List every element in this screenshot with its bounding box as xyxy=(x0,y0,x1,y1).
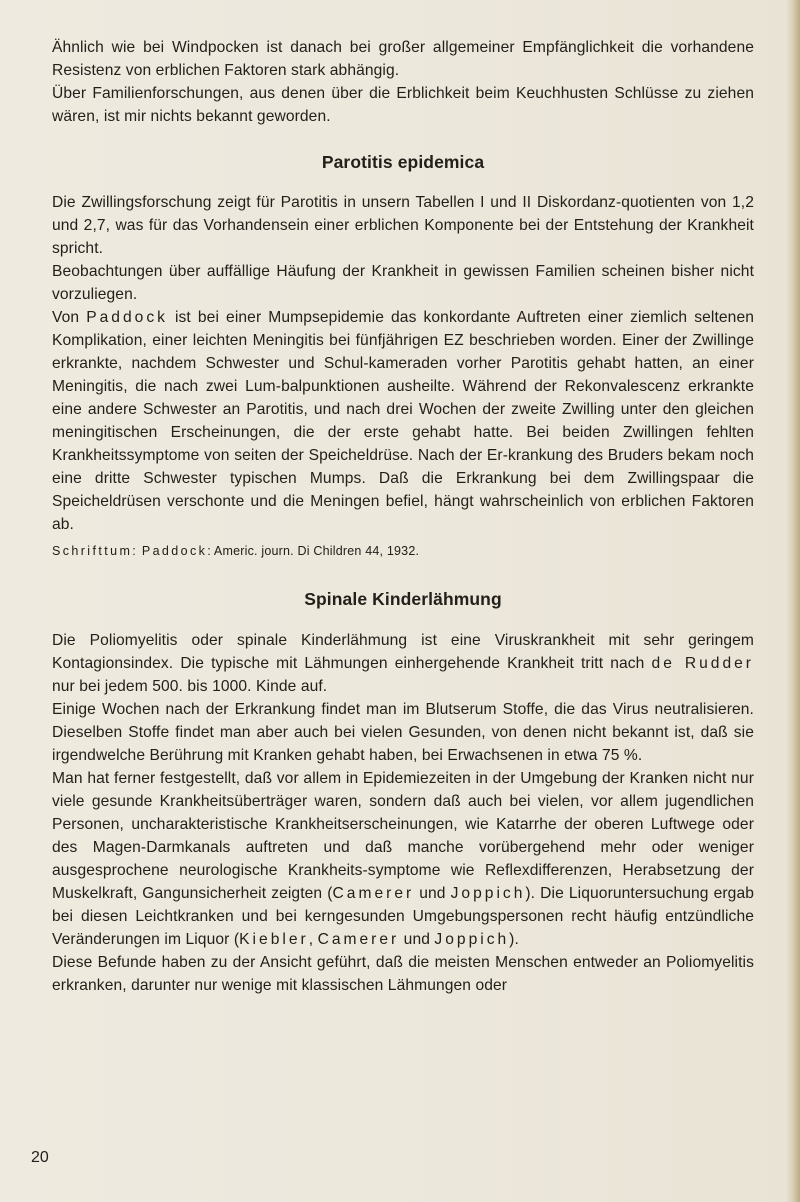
heading-kinderlaehmung: Spinale Kinderlähmung xyxy=(304,589,502,609)
text-fragment: ). xyxy=(509,931,519,948)
author-name: Camerer xyxy=(332,885,415,902)
source-author: Paddock xyxy=(141,544,208,558)
page-edge-shadow xyxy=(786,0,800,1202)
author-name: Kiebler xyxy=(239,931,309,948)
page-number: 20 xyxy=(31,1149,49,1166)
text-fragment: ). Die Liquoruntersuchung ergab bei diesen Leichtkranken und bei kerngesunden Umgebungspersonen recht häufig entzündliche Veränderungen im Liquor ( xyxy=(52,885,754,948)
text-fragment: Die Poliomyelitis oder spinale Kinderlähmung ist eine Viruskrankheit mit sehr geringem Kontagionsindex. Die typische mit Lähmungen einhergehende Krankheit tritt nach xyxy=(52,632,754,672)
polio-paragraph-1 xyxy=(52,629,754,698)
author-name: Camerer xyxy=(317,931,400,948)
polio-paragraph-4: Diese Befunde haben zu der Ansicht geführt, daß die meisten Menschen entweder an Poliomyelitis erkranken, darunter nur wenige mit klassischen Lähmungen oder xyxy=(52,954,754,994)
intro-paragraph-2: Über Familienforschungen, aus denen über die Erblichkeit beim Keuchhusten Schlüsse zu ziehen wären, ist mir nichts bekannt geworden. xyxy=(52,85,754,125)
author-name: Joppich xyxy=(434,931,510,948)
parotitis-paragraph-1: Die Zwillingsforschung zeigt für Parotitis in unsern Tabellen I und II Diskordanz-quotienten von 1,2 und 2,7, was für das Vorhandensein einer erblichen Komponente bei der Entstehung der Krankheit spricht. xyxy=(52,194,754,257)
polio-paragraph-2: Einige Wochen nach der Erkrankung findet man im Blutserum Stoffe, die das Virus neutralisieren. Dieselben Stoffe findet man aber auch bei vielen Gesunden, von denen nicht bekannt ist, daß sie irgendwelche Berührung mit Kranken gehabt haben, bei Erwachsenen in etwa 75 %. xyxy=(52,701,754,764)
text-fragment: ist bei einer Mumpsepidemie das konkordante Auftreten einer ziemlich seltenen Komplikation, einer leichten Meningitis bei fünfjährigen EZ beschrieben worden. Einer der Zwillinge erkrankte, nachdem Schwester und Schul-kameraden vorher Parotitis gehabt hatten, an einer Meningitis, die nach zwei Lum-balpunktionen ausheilte. Während der Rekonvalescenz erkrankte eine andere Schwester an Parotitis, und nach drei Wochen der zweite Zwilling unter den gleichen meningitischen Erscheinungen, die der erste gehabt hatte. Bei beiden Zwillingen fehlten Krankheitssymptome von seiten der Speicheldrüse. Nach der Er-krankung des Bruders bekam noch eine dritte Schwester typischen Mumps. Daß die Erkrankung bei dem Zwillingspaar die Speicheldrüsen verschonte und die Meningen befiel, hängt wahrscheinlich von erblichen Faktoren ab. xyxy=(52,309,754,533)
source-citation xyxy=(52,540,754,563)
author-name: Paddock xyxy=(86,309,168,326)
parotitis-paragraph-3 xyxy=(52,306,754,536)
text-fragment: und xyxy=(414,885,451,902)
author-name: Joppich xyxy=(450,885,526,902)
polio-paragraph-3 xyxy=(52,767,754,951)
page-content xyxy=(52,36,754,997)
source-label: Schrifttum: xyxy=(52,544,139,558)
text-fragment: und xyxy=(399,931,435,948)
text-fragment: nur bei jedem 500. bis 1000. Kinde auf. xyxy=(52,678,328,695)
parotitis-paragraph-2: Beobachtungen über auffällige Häufung der Krankheit in gewissen Familien scheinen bisher nicht vorzuliegen. xyxy=(52,263,754,303)
source-reference: : Americ. journ. Di Children 44, 1932. xyxy=(207,544,420,558)
heading-parotitis: Parotitis epidemica xyxy=(321,152,485,172)
intro-paragraph-1: Ähnlich wie bei Windpocken ist danach bei großer allgemeiner Empfänglichkeit die vorhandene Resistenz von erblichen Faktoren stark abhängig. xyxy=(52,39,754,79)
text-fragment: Man hat ferner festgestellt, daß vor allem in Epidemiezeiten in der Umgebung der Kranken nicht nur viele gesunde Krankheitsüberträger waren, sondern daß auch bei vielen, vor allem jugendlichen Personen, uncharakteristische Krankheitserscheinungen, wie Katarrhe der oberen Luftwege oder des Magen-Darmkanals auftreten und daß manche vorübergehend mehr oder weniger ausgesprochene neurologische Krankheits-symptome wie Reflexdifferenzen, Herabsetzung der Muskelkraft, Gangunsicherheit zeigten ( xyxy=(52,770,754,902)
text-fragment: , xyxy=(308,931,318,948)
author-name: de Rudder xyxy=(651,655,754,672)
text-fragment: Von xyxy=(52,309,87,326)
